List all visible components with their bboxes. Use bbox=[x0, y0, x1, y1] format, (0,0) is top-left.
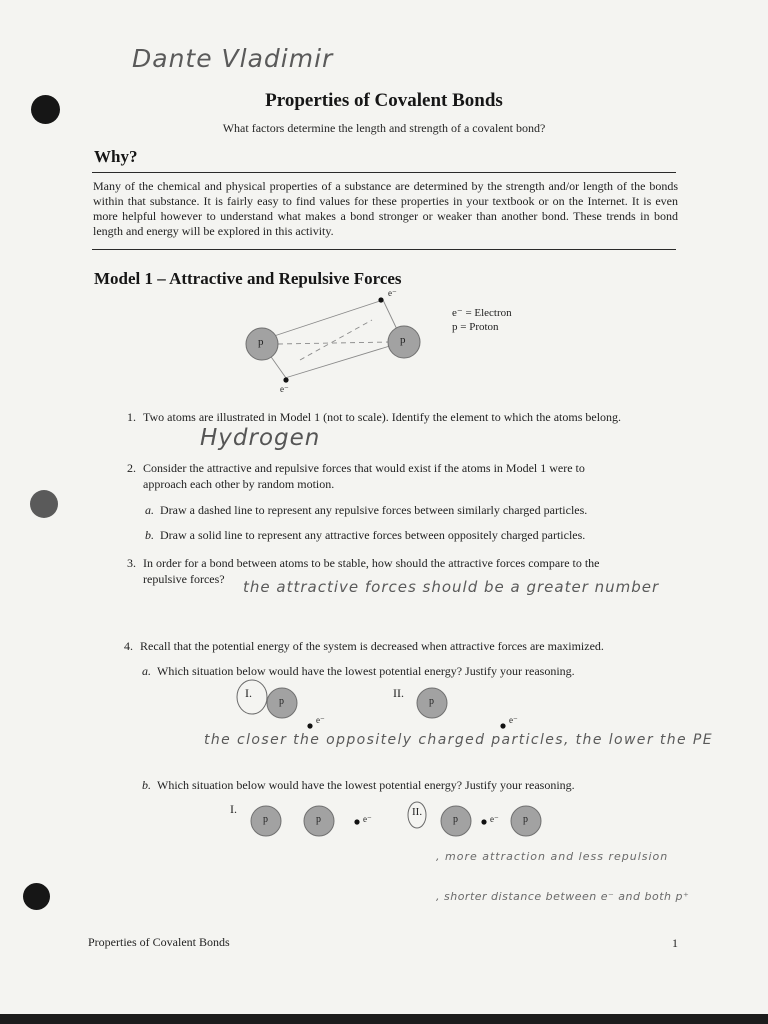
q2-number: 2. bbox=[127, 461, 136, 475]
q4a-diagrams bbox=[237, 680, 506, 729]
q4a-text: Which situation below would have the lowest potential energy? Justify your reasoning. bbox=[157, 664, 575, 678]
student-name: Dante Vladimir bbox=[132, 44, 334, 73]
q4b-answer-line1: , more attraction and less repulsion bbox=[436, 850, 669, 863]
q2-text-line1: Consider the attractive and repulsive forces that would exist if the atoms in Model 1 were to bbox=[143, 461, 585, 475]
attractive-line bbox=[262, 300, 383, 340]
q4b-text: Which situation below would have the lowest potential energy? Justify your reasoning. bbox=[157, 778, 575, 792]
q4b-I-proton-right-label: p bbox=[316, 814, 321, 825]
q4a-II-proton-label: p bbox=[429, 696, 434, 707]
model1-diagram bbox=[246, 297, 420, 382]
q3-number: 3. bbox=[127, 556, 136, 570]
q4b-II-proton-left-label: p bbox=[453, 814, 458, 825]
q4a-I-electron bbox=[307, 723, 312, 728]
q4b-letter: b. bbox=[142, 778, 151, 792]
proton-left-label: p bbox=[258, 336, 264, 348]
repulsive-line bbox=[300, 320, 372, 360]
q2-text-line2: approach each other by random motion. bbox=[143, 477, 335, 491]
attractive-line bbox=[285, 342, 403, 378]
page-number: 1 bbox=[672, 936, 678, 950]
q4b-II-proton-right-label: p bbox=[523, 814, 528, 825]
why-heading: Why? bbox=[94, 147, 138, 166]
q4a-situation-II: II. bbox=[393, 686, 404, 700]
q4b-II-electron bbox=[481, 819, 486, 824]
electron-top-label: e⁻ bbox=[388, 288, 397, 298]
repulsive-line bbox=[278, 342, 390, 344]
q1-number: 1. bbox=[127, 410, 136, 424]
legend-electron: e⁻ = Electron bbox=[452, 307, 512, 319]
electron-top bbox=[378, 297, 383, 302]
electron-bottom-label: e⁻ bbox=[280, 384, 289, 394]
q4-number: 4. bbox=[124, 639, 133, 653]
q4b-situation-I: I. bbox=[230, 802, 237, 816]
q4a-answer: the closer the oppositely charged particles, the lower the PE bbox=[204, 732, 713, 748]
why-paragraph: Many of the chemical and physical properties of a substance are determined by the strength and/or length of the bonds within that substance. It is fairly easy to find values for these properties in your textbook or on the Internet. It is even more helpful however to understand what makes a bond stronger or weaker than another bond. These trends in bond length and energy will be explored in this activity. bbox=[93, 179, 678, 238]
q3-answer: the attractive forces should be a greater number bbox=[243, 578, 660, 596]
q4a-situation-I: I. bbox=[245, 686, 252, 700]
q4a-II-electron-label: e⁻ bbox=[509, 715, 518, 725]
q2a-letter: a. bbox=[145, 503, 154, 517]
q3-text-line1: In order for a bond between atoms to be stable, how should the attractive forces compare to the bbox=[143, 556, 600, 570]
proton-right-label: p bbox=[400, 334, 406, 346]
handwritten-circle bbox=[237, 680, 267, 714]
q4b-I-proton-left-label: p bbox=[263, 814, 268, 825]
q4b-II-electron-label: e⁻ bbox=[490, 814, 499, 824]
electron-bottom bbox=[283, 377, 288, 382]
legend-proton: p = Proton bbox=[452, 321, 499, 333]
q4a-II-electron bbox=[500, 723, 505, 728]
q4b-answer-line2: , shorter distance between e⁻ and both p⁺ bbox=[436, 890, 690, 903]
q4b-I-electron-label: e⁻ bbox=[363, 814, 372, 824]
q4a-letter: a. bbox=[142, 664, 151, 678]
q1-text: Two atoms are illustrated in Model 1 (not to scale). Identify the element to which the atoms belong. bbox=[143, 410, 622, 424]
worksheet-subtitle: What factors determine the length and strength of a covalent bond? bbox=[222, 121, 546, 135]
q4a-I-electron-label: e⁻ bbox=[316, 715, 325, 725]
model1-heading: Model 1 – Attractive and Repulsive Forces bbox=[94, 269, 402, 288]
q2b-letter: b. bbox=[145, 528, 154, 542]
q3-text-line2: repulsive forces? bbox=[143, 572, 225, 586]
q4b-situation-II: II. bbox=[412, 806, 423, 818]
q4-text: Recall that the potential energy of the system is decreased when attractive forces are maximized. bbox=[140, 639, 604, 653]
worksheet-title: Properties of Covalent Bonds bbox=[265, 90, 503, 111]
q4b-I-electron bbox=[354, 819, 359, 824]
q1-answer: Hydrogen bbox=[200, 425, 321, 451]
q4a-I-proton-label: p bbox=[279, 696, 284, 707]
q2b-text: Draw a solid line to represent any attractive forces between oppositely charged particles. bbox=[160, 528, 586, 542]
q2a-text: Draw a dashed line to represent any repulsive forces between similarly charged particles. bbox=[160, 503, 588, 517]
footer-title: Properties of Covalent Bonds bbox=[88, 935, 230, 949]
